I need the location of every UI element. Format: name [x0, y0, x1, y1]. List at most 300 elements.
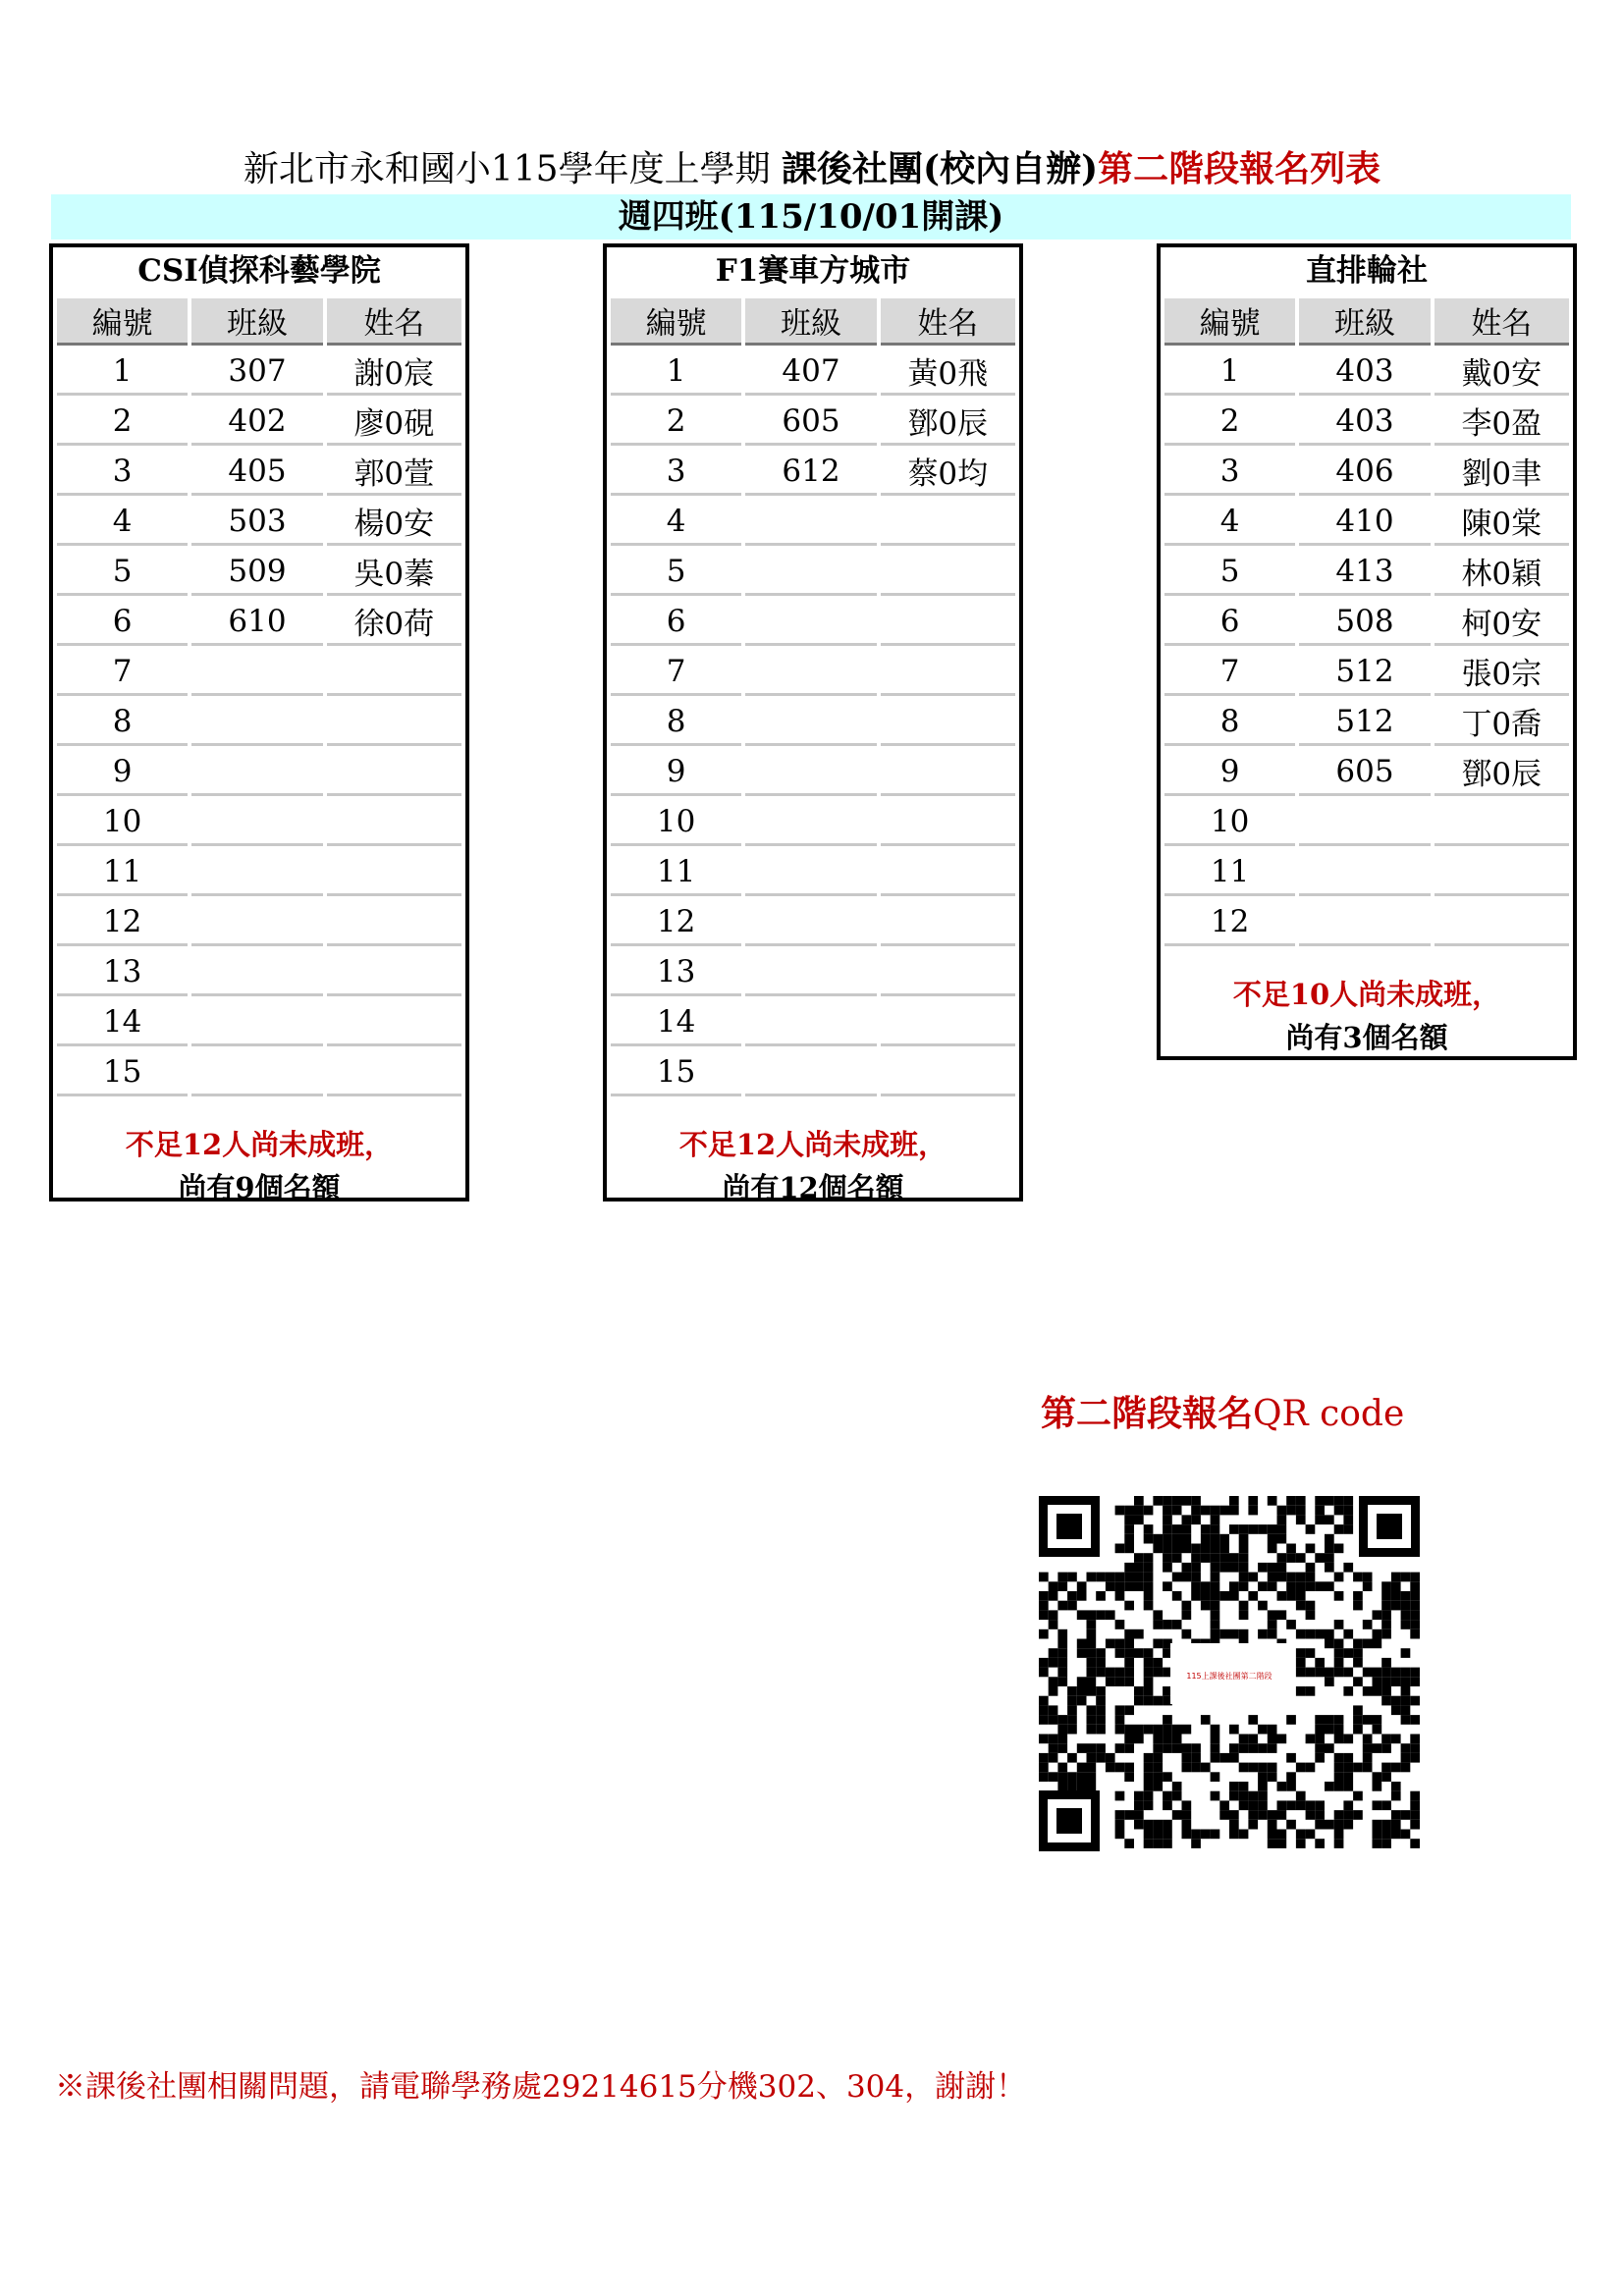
qr-module [1144, 1581, 1154, 1591]
qr-module [1353, 1601, 1363, 1611]
qr-module [1201, 1524, 1211, 1534]
qr-module [1381, 1800, 1391, 1810]
qr-module [1049, 1610, 1058, 1620]
qr-module [1258, 1772, 1268, 1782]
table-row [57, 899, 461, 946]
cell-student-name [327, 849, 461, 896]
qr-module [1343, 1496, 1353, 1506]
qr-module [1134, 1735, 1144, 1744]
qr-module [1410, 1591, 1420, 1601]
qr-module [1343, 1735, 1353, 1744]
column-header-class: 班級 [1299, 298, 1430, 346]
qr-module [1391, 1763, 1401, 1773]
qr-module [1153, 1743, 1163, 1753]
qr-module [1124, 1705, 1134, 1715]
qr-module [1191, 1544, 1201, 1554]
qr-module [1087, 1772, 1097, 1782]
column-header-number: 編號 [1164, 298, 1295, 346]
qr-module [1343, 1515, 1353, 1524]
qr-module [1087, 1782, 1097, 1791]
qr-module [1410, 1839, 1420, 1848]
qr-module [1315, 1800, 1325, 1810]
qr-module [1334, 1658, 1344, 1668]
qr-module [1211, 1753, 1220, 1763]
qr-module [1373, 1839, 1382, 1848]
qr-module [1296, 1686, 1306, 1696]
cell-class [745, 999, 876, 1046]
notice-status: 不足12人尚未成班， [678, 1128, 947, 1161]
qr-module [1334, 1506, 1344, 1516]
qr-module [1239, 1610, 1249, 1620]
cell-student-name [881, 599, 1015, 646]
cell-number: 7 [611, 649, 741, 696]
table-row [611, 1049, 1015, 1096]
qr-module [1373, 1715, 1382, 1725]
qr-module [1239, 1763, 1249, 1773]
qr-module [1163, 1524, 1172, 1534]
qr-module [1401, 1715, 1411, 1725]
qr-module [1115, 1820, 1125, 1830]
cell-student-name: 鄧0辰 [1435, 749, 1569, 796]
qr-module [1163, 1620, 1172, 1629]
qr-module [1296, 1506, 1306, 1516]
qr-module [1286, 1753, 1296, 1763]
qr-module [1343, 1524, 1353, 1534]
qr-module [1153, 1820, 1163, 1830]
qr-module [1306, 1830, 1316, 1840]
qr-module [1296, 1648, 1306, 1658]
qr-module [1381, 1735, 1391, 1744]
roster-table [1161, 295, 1573, 949]
qr-module [1191, 1753, 1201, 1763]
qr-module [1325, 1563, 1334, 1573]
qr-module [1343, 1820, 1353, 1830]
qr-module [1211, 1735, 1220, 1744]
qr-module [1087, 1648, 1097, 1658]
qr-module [1286, 1591, 1296, 1601]
cell-student-name [881, 999, 1015, 1046]
qr-module [1134, 1506, 1144, 1516]
qr-module [1124, 1629, 1134, 1639]
qr-module [1172, 1782, 1182, 1791]
qr-module [1334, 1668, 1344, 1678]
qr-module [1115, 1705, 1125, 1715]
cell-class: 410 [1299, 499, 1430, 546]
cell-class [745, 549, 876, 596]
qr-module [1219, 1563, 1229, 1573]
table-row [611, 899, 1015, 946]
qr-module [1182, 1544, 1192, 1554]
table-row [57, 799, 461, 846]
qr-module [1087, 1573, 1097, 1582]
qr-module [1039, 1573, 1049, 1582]
qr-module [1306, 1735, 1316, 1744]
qr-module [1315, 1658, 1325, 1668]
cell-class [745, 499, 876, 546]
cell-class: 307 [191, 348, 322, 396]
qr-module [1315, 1581, 1325, 1591]
qr-module [1211, 1610, 1220, 1620]
qr-module [1115, 1763, 1125, 1773]
page-title [0, 147, 1624, 191]
qr-module [1229, 1753, 1239, 1763]
qr-module [1124, 1810, 1134, 1820]
qr-module [1067, 1772, 1077, 1782]
column-header-name: 姓名 [1435, 298, 1569, 346]
cell-number: 8 [611, 699, 741, 746]
qr-module [1134, 1496, 1144, 1506]
qr-module [1343, 1686, 1353, 1696]
cell-class [191, 649, 322, 696]
notice-status: 不足10人尚未成班， [1232, 978, 1501, 1011]
qr-module [1087, 1753, 1097, 1763]
qr-module [1229, 1810, 1239, 1820]
qr-module [1144, 1791, 1154, 1801]
cell-student-name [881, 549, 1015, 596]
qr-module [1201, 1581, 1211, 1591]
cell-student-name: 謝0宸 [327, 348, 461, 396]
qr-module [1057, 1581, 1067, 1591]
qr-module [1144, 1753, 1154, 1763]
qr-module [1306, 1686, 1316, 1696]
qr-module [1381, 1610, 1391, 1620]
qr-module [1077, 1581, 1087, 1591]
cell-student-name: 廖0硯 [327, 399, 461, 446]
qr-module [1381, 1620, 1391, 1629]
cell-student-name [1435, 849, 1569, 896]
qr-module [1410, 1735, 1420, 1744]
qr-module [1239, 1544, 1249, 1554]
qr-module [1391, 1591, 1401, 1601]
qr-module [1115, 1725, 1125, 1735]
qr-module [1325, 1629, 1334, 1639]
qr-module [1191, 1515, 1201, 1524]
qr-module [1268, 1735, 1277, 1744]
qr-module [1182, 1496, 1192, 1506]
qr-module [1201, 1715, 1211, 1725]
qr-finder-top-left [1039, 1496, 1100, 1557]
cell-class: 406 [1299, 449, 1430, 496]
qr-module [1334, 1772, 1344, 1782]
cell-number: 12 [1164, 899, 1295, 946]
qr-module [1144, 1658, 1154, 1668]
table-row [1164, 649, 1569, 696]
qr-module [1343, 1800, 1353, 1810]
qr-module [1172, 1743, 1182, 1753]
qr-module [1410, 1753, 1420, 1763]
qr-module [1057, 1648, 1067, 1658]
cell-class [191, 899, 322, 946]
qr-module [1363, 1753, 1373, 1763]
qr-module [1381, 1763, 1391, 1773]
club-title: F1賽車方城市 [607, 247, 1019, 297]
qr-module [1239, 1782, 1249, 1791]
qr-module [1296, 1668, 1306, 1678]
qr-module [1067, 1725, 1077, 1735]
qr-module [1144, 1601, 1154, 1611]
qr-module [1401, 1705, 1411, 1715]
qr-module [1211, 1591, 1220, 1601]
qr-module [1391, 1677, 1401, 1686]
qr-module [1353, 1705, 1363, 1715]
qr-module [1363, 1639, 1373, 1649]
qr-module [1391, 1820, 1401, 1830]
qr-module [1057, 1735, 1067, 1744]
qr-module [1172, 1591, 1182, 1601]
qr-module [1067, 1591, 1077, 1601]
qr-module [1334, 1830, 1344, 1840]
qr-module [1268, 1581, 1277, 1591]
cell-number: 7 [57, 649, 188, 696]
qr-module [1211, 1601, 1220, 1611]
qr-module [1124, 1573, 1134, 1582]
qr-module [1277, 1610, 1287, 1620]
qr-module [1144, 1800, 1154, 1810]
qr-module [1296, 1800, 1306, 1810]
table-row [57, 849, 461, 896]
cell-student-name [327, 649, 461, 696]
qr-module [1373, 1639, 1382, 1649]
qr-module [1049, 1686, 1058, 1696]
table-row [611, 949, 1015, 996]
qr-module [1124, 1524, 1134, 1534]
qr-module [1077, 1743, 1087, 1753]
qr-module [1229, 1496, 1239, 1506]
qr-module [1401, 1743, 1411, 1753]
qr-module [1410, 1743, 1420, 1753]
qr-module [1124, 1839, 1134, 1848]
cell-number: 9 [1164, 749, 1295, 796]
qr-module [1096, 1725, 1106, 1735]
qr-module [1144, 1820, 1154, 1830]
qr-module [1410, 1800, 1420, 1810]
qr-code-image[interactable] [1039, 1496, 1420, 1851]
qr-module [1306, 1629, 1316, 1639]
qr-module [1087, 1629, 1097, 1639]
table-row [611, 348, 1015, 396]
qr-module [1182, 1601, 1192, 1611]
qr-module [1057, 1763, 1067, 1773]
qr-module [1039, 1705, 1049, 1715]
qr-module [1087, 1743, 1097, 1753]
qr-module [1087, 1705, 1097, 1715]
cell-student-name [881, 799, 1015, 846]
qr-module [1124, 1601, 1134, 1611]
qr-module [1315, 1715, 1325, 1725]
qr-module [1172, 1496, 1182, 1506]
qr-module [1057, 1677, 1067, 1686]
qr-module [1191, 1591, 1201, 1601]
qr-module [1315, 1753, 1325, 1763]
qr-module [1229, 1791, 1239, 1801]
column-header-number: 編號 [57, 298, 188, 346]
qr-module [1277, 1839, 1287, 1848]
cell-number: 10 [611, 799, 741, 846]
qr-module [1239, 1553, 1249, 1563]
qr-module [1410, 1601, 1420, 1611]
qr-module [1391, 1705, 1401, 1715]
cell-class [191, 849, 322, 896]
qr-module [1153, 1782, 1163, 1791]
cell-student-name: 黃0飛 [881, 348, 1015, 396]
qr-module [1353, 1763, 1363, 1773]
qr-module [1239, 1601, 1249, 1611]
qr-module [1248, 1743, 1258, 1753]
qr-module [1258, 1810, 1268, 1820]
qr-module [1363, 1715, 1373, 1725]
qr-module [1087, 1763, 1097, 1773]
qr-module [1381, 1686, 1391, 1696]
cell-number: 9 [611, 749, 741, 796]
qr-module [1325, 1496, 1334, 1506]
qr-module [1296, 1839, 1306, 1848]
qr-module [1163, 1820, 1172, 1830]
qr-module [1144, 1725, 1154, 1735]
qr-module [1268, 1772, 1277, 1782]
qr-module [1049, 1705, 1058, 1715]
table-row [57, 749, 461, 796]
qr-module [1144, 1534, 1154, 1544]
qr-module [1343, 1753, 1353, 1763]
qr-module [1296, 1791, 1306, 1801]
qr-module [1153, 1772, 1163, 1782]
title-stage: 第二階段報名列表 [1098, 148, 1381, 189]
roster-table [53, 295, 465, 1099]
qr-module [1343, 1810, 1353, 1820]
qr-module [1144, 1506, 1154, 1516]
qr-module [1163, 1772, 1172, 1782]
qr-module [1211, 1506, 1220, 1516]
qr-module [1144, 1668, 1154, 1678]
qr-module [1268, 1830, 1277, 1840]
cell-student-name: 戴0安 [1435, 348, 1569, 396]
qr-module [1039, 1763, 1049, 1773]
qr-module [1163, 1839, 1172, 1848]
qr-module [1353, 1677, 1363, 1686]
qr-module [1172, 1553, 1182, 1563]
qr-module [1381, 1696, 1391, 1706]
qr-module [1325, 1725, 1334, 1735]
qr-module [1401, 1601, 1411, 1611]
qr-module [1401, 1677, 1411, 1686]
qr-module [1239, 1743, 1249, 1753]
qr-module [1039, 1715, 1049, 1725]
qr-module [1049, 1658, 1058, 1668]
cell-class: 407 [745, 348, 876, 396]
qr-label-text: 第二階段報名 [1041, 1393, 1254, 1434]
qr-module [1248, 1496, 1258, 1506]
qr-module [1334, 1735, 1344, 1744]
qr-module [1306, 1810, 1316, 1820]
qr-module [1401, 1610, 1411, 1620]
qr-module [1182, 1743, 1192, 1753]
qr-module [1219, 1591, 1229, 1601]
qr-module [1391, 1601, 1401, 1611]
qr-module [1087, 1715, 1097, 1725]
qr-module [1153, 1668, 1163, 1678]
qr-module [1172, 1573, 1182, 1582]
cell-number: 4 [57, 499, 188, 546]
qr-module [1401, 1810, 1411, 1820]
qr-module [1057, 1668, 1067, 1678]
qr-module [1039, 1629, 1049, 1639]
qr-module [1373, 1830, 1382, 1840]
club-table-f1 [603, 243, 1023, 1204]
qr-module [1381, 1581, 1391, 1591]
qr-module [1239, 1524, 1249, 1534]
qr-module [1381, 1668, 1391, 1678]
qr-module [1067, 1601, 1077, 1611]
qr-module [1144, 1839, 1154, 1848]
qr-module [1334, 1620, 1344, 1629]
qr-module [1134, 1629, 1144, 1639]
qr-module [1134, 1820, 1144, 1830]
qr-module [1363, 1668, 1373, 1678]
table-row [611, 699, 1015, 746]
qr-module [1306, 1668, 1316, 1678]
qr-module [1229, 1506, 1239, 1516]
qr-module [1039, 1668, 1049, 1678]
cell-class [745, 949, 876, 996]
qr-module [1057, 1573, 1067, 1582]
cell-number: 5 [1164, 549, 1295, 596]
cell-number: 1 [57, 348, 188, 396]
qr-module [1373, 1686, 1382, 1696]
qr-module [1239, 1629, 1249, 1639]
qr-label-latin: QR code [1253, 1394, 1405, 1434]
qr-module [1219, 1553, 1229, 1563]
qr-module [1286, 1581, 1296, 1591]
cell-number: 10 [1164, 799, 1295, 846]
qr-module [1191, 1496, 1201, 1506]
qr-module [1211, 1791, 1220, 1801]
qr-module [1211, 1743, 1220, 1753]
qr-module [1248, 1573, 1258, 1582]
qr-module [1381, 1839, 1391, 1848]
qr-module [1211, 1772, 1220, 1782]
cell-student-name [881, 849, 1015, 896]
qr-module [1306, 1763, 1316, 1773]
qr-module [1191, 1830, 1201, 1840]
qr-module [1219, 1810, 1229, 1820]
qr-module [1182, 1563, 1192, 1573]
qr-module [1124, 1725, 1134, 1735]
cell-number: 14 [57, 999, 188, 1046]
qr-module [1286, 1800, 1296, 1810]
qr-module [1191, 1563, 1201, 1573]
qr-module [1353, 1648, 1363, 1658]
qr-module [1286, 1496, 1296, 1506]
qr-module [1401, 1686, 1411, 1696]
qr-module [1144, 1563, 1154, 1573]
qr-module [1077, 1677, 1087, 1686]
qr-module [1124, 1639, 1134, 1649]
qr-module [1373, 1772, 1382, 1782]
qr-module [1306, 1581, 1316, 1591]
qr-module [1106, 1573, 1115, 1582]
qr-module [1363, 1620, 1373, 1629]
qr-module [1363, 1686, 1373, 1696]
qr-module [1248, 1506, 1258, 1516]
title-program: 課後社團(校內自辦) [782, 148, 1099, 189]
qr-module [1211, 1544, 1220, 1554]
qr-module [1296, 1629, 1306, 1639]
cell-student-name: 李0盈 [1435, 399, 1569, 446]
cell-class [745, 699, 876, 746]
qr-module [1172, 1810, 1182, 1820]
qr-module [1172, 1735, 1182, 1744]
table-row [57, 999, 461, 1046]
